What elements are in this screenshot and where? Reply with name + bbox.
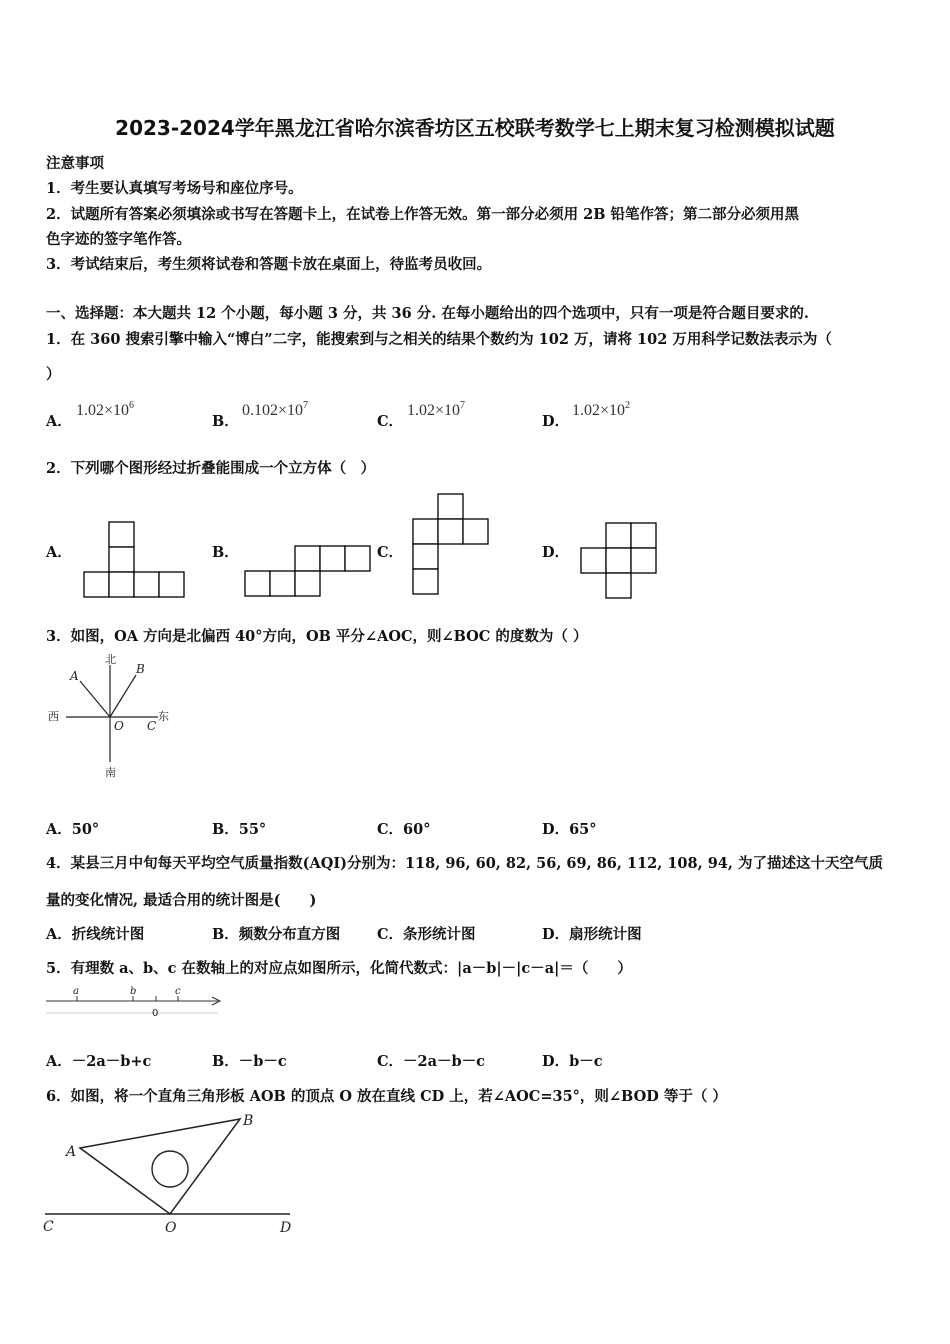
q3-option-d[interactable]: D．65° bbox=[542, 821, 597, 838]
label-a: A bbox=[70, 669, 79, 683]
q5-option-a[interactable]: A．－2a－b+c bbox=[46, 1053, 152, 1070]
east-label: 东 bbox=[158, 710, 169, 723]
label-a: a bbox=[73, 986, 79, 997]
q4-stem-continued: 量的变化情况, 最适合用的统计图是( ) bbox=[46, 892, 317, 909]
q1-option-a-value: $1.02\times 10^6$ bbox=[76, 400, 135, 419]
label-zero: 0 bbox=[152, 1008, 159, 1019]
q1-option-b-value: $0.102\times 10^7$ bbox=[242, 400, 309, 419]
label-o: O bbox=[114, 719, 124, 733]
label-c: C bbox=[43, 1219, 54, 1235]
q3-option-a[interactable]: A．50° bbox=[46, 821, 100, 838]
q3-option-c[interactable]: C．60° bbox=[377, 821, 431, 838]
q3-option-b[interactable]: B．55° bbox=[212, 821, 267, 838]
q2-option-d[interactable]: D． bbox=[542, 544, 570, 561]
q3-stem: 3．如图，OA 方向是北偏西 40°方向，OB 平分∠AOC，则∠BOC 的度数为（ ） bbox=[46, 628, 588, 645]
label-c: C bbox=[147, 719, 157, 733]
label-d: D bbox=[280, 1220, 292, 1236]
label-b: b bbox=[130, 986, 137, 997]
q4-option-d[interactable]: D．扇形统计图 bbox=[542, 926, 642, 943]
q5-option-d[interactable]: D．b－c bbox=[542, 1053, 603, 1070]
notice-item: 1．考生要认真填写考场号和座位序号。 bbox=[46, 180, 303, 197]
q6-stem: 6．如图，将一个直角三角形板 AOB 的顶点 O 放在直线 CD 上，若∠AOC=35°，则∠BOD 等于（ ） bbox=[46, 1088, 727, 1105]
q5-stem: 5．有理数 a、b、c 在数轴上的对应点如图所示，化简代数式：|a－b|－|c－a|＝（ ） bbox=[46, 960, 632, 977]
q5-option-b[interactable]: B．－b－c bbox=[212, 1053, 287, 1070]
label-o: O bbox=[165, 1220, 177, 1236]
q1-option-c-letter[interactable]: C． bbox=[377, 413, 404, 430]
q2-option-b[interactable]: B． bbox=[212, 544, 239, 561]
q2-stem: 2．下列哪个图形经过折叠能围成一个立方体（ ） bbox=[46, 460, 376, 477]
page-title: 2023-2024学年黑龙江省哈尔滨香坊区五校联考数学七上期末复习检测模拟试题 bbox=[115, 116, 835, 140]
north-label: 北 bbox=[105, 653, 116, 666]
q1-option-c-value: $1.02\times 10^7$ bbox=[407, 400, 466, 419]
notice-item: 2．试题所有答案必须填涂或书写在答题卡上，在试卷上作答无效。第一部分必须用 2B 铅笔作答；第二部分必须用黑 bbox=[46, 206, 800, 223]
label-a: A bbox=[66, 1144, 77, 1160]
label-b: B bbox=[136, 662, 145, 676]
notice-item: 色字迹的签字笔作答。 bbox=[46, 231, 191, 248]
q2-option-a[interactable]: A． bbox=[46, 544, 72, 561]
label-c: c bbox=[175, 986, 181, 997]
notice-item: 3．考试结束后，考生须将试卷和答题卡放在桌面上，待监考员收回。 bbox=[46, 256, 492, 273]
label-b: B bbox=[243, 1113, 254, 1129]
q1-option-d-letter[interactable]: D． bbox=[542, 413, 570, 430]
south-label: 南 bbox=[105, 766, 116, 779]
q1-option-a-letter[interactable]: A． bbox=[46, 413, 72, 430]
q1-stem: 1．在 360 搜索引擎中输入“博白”二字，能搜索到与之相关的结果个数约为 102 万，请将 102 万用科学记数法表示为（ bbox=[46, 331, 832, 348]
section-heading: 一、选择题：本大题共 12 个小题，每小题 3 分，共 36 分. 在每小题给出的四个选项中，只有一项是符合题目要求的. bbox=[46, 305, 809, 322]
q1-stem-end: ） bbox=[46, 366, 61, 383]
q5-option-c[interactable]: C．－2a－b－c bbox=[377, 1053, 485, 1070]
q4-option-b[interactable]: B．频数分布直方图 bbox=[212, 926, 341, 943]
notice-heading: 注意事项 bbox=[46, 155, 104, 172]
q4-stem: 4．某县三月中旬每天平均空气质量指数(AQI)分别为：118, 96, 60, 82, 56, 69, 86, 112, 108, 94, 为了描述这十天空气质 bbox=[46, 855, 883, 872]
triangle-aob bbox=[80, 1119, 240, 1214]
q4-option-c[interactable]: C．条形统计图 bbox=[377, 926, 476, 943]
q2-option-c[interactable]: C． bbox=[377, 544, 404, 561]
triangle-hole bbox=[152, 1151, 188, 1187]
q1-option-d-value: $1.02\times 10^2$ bbox=[572, 400, 631, 419]
west-label: 西 bbox=[48, 710, 59, 723]
q1-option-b-letter[interactable]: B． bbox=[212, 413, 239, 430]
q4-option-a[interactable]: A．折线统计图 bbox=[46, 926, 145, 943]
